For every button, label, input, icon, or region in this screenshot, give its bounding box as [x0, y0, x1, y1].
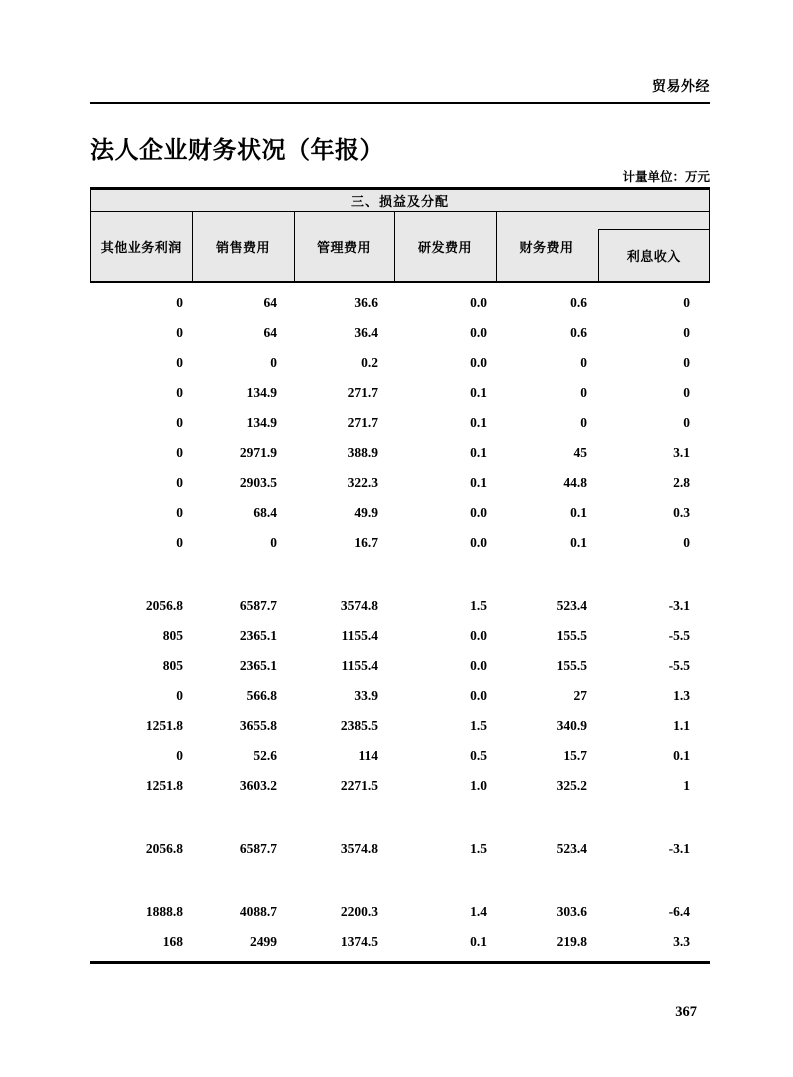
table-cell: 6587.7 — [239, 598, 277, 613]
table-cell: 3.3 — [673, 934, 690, 949]
table-header — [90, 190, 710, 283]
table-cell: 0 — [683, 355, 690, 370]
page-title: 法人企业财务状况（年报） — [90, 138, 384, 164]
table-cell: 523.4 — [556, 841, 587, 856]
table-cell: 340.9 — [556, 718, 587, 733]
table-cell: 1.1 — [673, 718, 690, 733]
row-group — [90, 288, 710, 558]
table-cell: 2365.1 — [239, 658, 277, 673]
table-cell: 0 — [683, 535, 690, 550]
table-cell: 0.0 — [470, 295, 487, 310]
table-cell: 2.8 — [673, 475, 690, 490]
running-head-label: 贸易外经 — [652, 78, 710, 94]
table-cell: 388.9 — [347, 445, 378, 460]
table-row — [90, 741, 710, 771]
unit-note: 计量单位：万元 — [622, 170, 710, 184]
table-cell: 0 — [176, 688, 183, 703]
table-cell: 0 — [683, 325, 690, 340]
table-row — [90, 348, 710, 378]
section-header: 三、损益及分配 — [91, 190, 709, 212]
table-row — [90, 681, 710, 711]
table-cell: 1.3 — [673, 688, 690, 703]
table-cell: 322.3 — [347, 475, 378, 490]
table-row — [90, 897, 710, 927]
table-cell: 0.0 — [470, 505, 487, 520]
table-cell: 45 — [573, 445, 587, 460]
table-cell: 0.6 — [570, 295, 587, 310]
table-cell: 16.7 — [354, 535, 378, 550]
table-cell: 0 — [580, 385, 587, 400]
table-cell: 49.9 — [354, 505, 378, 520]
table-row — [90, 834, 710, 864]
table-cell: 3603.2 — [239, 778, 277, 793]
table-cell: 2365.1 — [239, 628, 277, 643]
table-cell: 36.6 — [354, 295, 378, 310]
table-row — [90, 288, 710, 318]
table-cell: 2499 — [250, 934, 277, 949]
table-row — [90, 621, 710, 651]
table-cell: 271.7 — [347, 385, 378, 400]
table-row — [90, 771, 710, 801]
column-header-rd-expenses: 研发费用 — [395, 212, 497, 281]
table-cell: 3655.8 — [239, 718, 277, 733]
table-cell: 2200.3 — [340, 904, 378, 919]
table-cell: 44.8 — [563, 475, 587, 490]
table-cell: 1251.8 — [145, 718, 183, 733]
table-cell: -5.5 — [668, 628, 690, 643]
table-cell: 0 — [176, 415, 183, 430]
table-cell: -6.4 — [668, 904, 690, 919]
table-cell: 168 — [162, 934, 183, 949]
table-row — [90, 927, 710, 957]
table-cell: 523.4 — [556, 598, 587, 613]
table-cell: 0.1 — [470, 445, 487, 460]
table-cell: 27 — [573, 688, 587, 703]
table-cell: 0.0 — [470, 355, 487, 370]
table-cell: -3.1 — [668, 841, 690, 856]
table-cell: 4088.7 — [239, 904, 277, 919]
table-cell: 1 — [683, 778, 690, 793]
table-cell: 2056.8 — [145, 598, 183, 613]
table-cell: -3.1 — [668, 598, 690, 613]
table-row — [90, 591, 710, 621]
table-cell: 0 — [683, 415, 690, 430]
table-row — [90, 528, 710, 558]
table-cell: 134.9 — [246, 415, 277, 430]
table-cell: 114 — [358, 748, 378, 763]
table-cell: 0 — [176, 385, 183, 400]
table-cell: 0.1 — [470, 934, 487, 949]
table-cell: 0.2 — [361, 355, 378, 370]
table-cell: 155.5 — [556, 628, 587, 643]
table-cell: 2056.8 — [145, 841, 183, 856]
table-cell: 0 — [176, 475, 183, 490]
column-header-financial-expenses: 财务费用 — [519, 240, 574, 255]
table-cell: 805 — [162, 628, 183, 643]
column-header-selling-expenses: 销售费用 — [193, 212, 295, 281]
table-cell: 1.5 — [470, 598, 487, 613]
table-cell: 0.1 — [570, 535, 587, 550]
table-cell: 1155.4 — [341, 658, 378, 673]
page-number: 367 — [675, 1004, 697, 1020]
table-cell: 271.7 — [347, 415, 378, 430]
column-header-interest-income: 利息收入 — [598, 229, 710, 281]
financial-table — [90, 187, 710, 964]
table-cell: 0 — [270, 535, 277, 550]
table-row — [90, 711, 710, 741]
table-cell: 1.5 — [470, 718, 487, 733]
column-header-management-expenses: 管理费用 — [295, 212, 395, 281]
table-cell: 805 — [162, 658, 183, 673]
table-cell: 3574.8 — [340, 598, 378, 613]
table-cell: 0 — [683, 385, 690, 400]
running-head — [90, 76, 710, 104]
table-cell: 0.6 — [570, 325, 587, 340]
row-group — [90, 591, 710, 801]
table-row — [90, 408, 710, 438]
table-cell: 0 — [176, 445, 183, 460]
table-cell: 155.5 — [556, 658, 587, 673]
table-cell: 325.2 — [556, 778, 587, 793]
table-cell: 0.1 — [470, 415, 487, 430]
table-cell: 219.8 — [556, 934, 587, 949]
table-cell: 0 — [176, 295, 183, 310]
table-cell: 0 — [176, 325, 183, 340]
table-cell: 0.0 — [470, 325, 487, 340]
table-cell: 2903.5 — [239, 475, 277, 490]
table-cell: 0 — [580, 415, 587, 430]
table-cell: 1155.4 — [341, 628, 378, 643]
table-body — [90, 283, 710, 964]
table-cell: 2971.9 — [239, 445, 277, 460]
table-cell: 0.0 — [470, 535, 487, 550]
table-cell: 0 — [176, 355, 183, 370]
table-cell: 0 — [580, 355, 587, 370]
table-cell: 0.1 — [470, 385, 487, 400]
table-cell: 1374.5 — [340, 934, 378, 949]
table-cell: 68.4 — [253, 505, 277, 520]
table-cell: 0.1 — [470, 475, 487, 490]
table-row — [90, 378, 710, 408]
table-row — [90, 468, 710, 498]
table-cell: 15.7 — [563, 748, 587, 763]
table-cell: 0.1 — [673, 748, 690, 763]
table-cell: 0 — [176, 748, 183, 763]
table-cell: 52.6 — [253, 748, 277, 763]
column-header-row — [91, 212, 709, 281]
table-row — [90, 498, 710, 528]
table-cell: 566.8 — [246, 688, 277, 703]
column-header-other-business-profit: 其他业务利润 — [91, 212, 193, 281]
table-cell: 33.9 — [354, 688, 378, 703]
table-row — [90, 438, 710, 468]
table-cell: 0.0 — [470, 658, 487, 673]
table-cell: 303.6 — [556, 904, 587, 919]
table-cell: 1.0 — [470, 778, 487, 793]
table-cell: 64 — [263, 325, 277, 340]
table-cell: 1888.8 — [145, 904, 183, 919]
row-group — [90, 834, 710, 864]
table-cell: 0 — [270, 355, 277, 370]
table-cell: 2271.5 — [340, 778, 378, 793]
table-cell: 0 — [176, 505, 183, 520]
table-cell: 0.0 — [470, 688, 487, 703]
table-cell: 64 — [263, 295, 277, 310]
table-cell: 6587.7 — [239, 841, 277, 856]
row-group — [90, 897, 710, 957]
table-cell: 0 — [176, 535, 183, 550]
table-cell: 0.0 — [470, 628, 487, 643]
table-row — [90, 651, 710, 681]
table-cell: 3.1 — [673, 445, 690, 460]
table-row — [90, 318, 710, 348]
table-cell: 0.5 — [470, 748, 487, 763]
table-cell: 1.4 — [470, 904, 487, 919]
table-cell: 1.5 — [470, 841, 487, 856]
table-cell: 2385.5 — [340, 718, 378, 733]
table-cell: -5.5 — [668, 658, 690, 673]
table-cell: 0 — [683, 295, 690, 310]
table-cell: 3574.8 — [340, 841, 378, 856]
table-cell: 36.4 — [354, 325, 378, 340]
table-cell: 134.9 — [246, 385, 277, 400]
table-cell: 1251.8 — [145, 778, 183, 793]
table-cell: 0.3 — [673, 505, 690, 520]
table-cell: 0.1 — [570, 505, 587, 520]
